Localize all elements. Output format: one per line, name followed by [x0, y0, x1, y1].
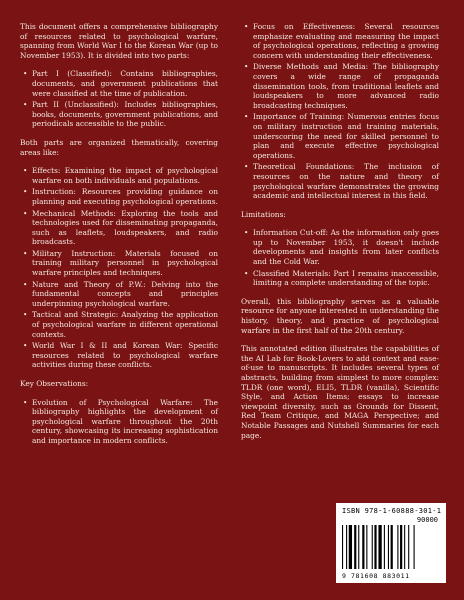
list-item: • Classified Materials: Part I remains inaccessible, limiting a complete understanding of the topic.	[253, 269, 439, 288]
list-item: • Tactical and Strategic: Analyzing the application of psychological warfare in different operational contexts.	[32, 310, 218, 339]
intro-paragraph: This document offers a comprehensive bibliography of resources related to psychological warfare, spanning from World War I to the Korean War (up to November 1953). It is divided into two parts:	[20, 22, 218, 60]
list-item: • Part II (Unclassified): Includes bibliographies, books, documents, government publications, and periodicals accessible to the public.	[32, 100, 218, 129]
observations-list	[20, 398, 218, 446]
areas-list	[20, 166, 218, 370]
isbn-digits: 9 781608 883011	[342, 572, 410, 580]
list-item: • Information Cut-off: As the information only goes up to November 1953, it doesn't include developments and insights from later conflicts and the Cold War.	[253, 228, 439, 266]
list-item: • Importance of Training: Numerous entries focus on military instruction and training materials, underscoring the need for skilled personnel to plan and execute effective psychological operations.	[253, 112, 439, 160]
list-item: • World War I & II and Korean War: Specific resources related to psychological warfare activities during these conflicts.	[32, 341, 218, 370]
list-item: • Instruction: Resources providing guidance on planning and executing psychological operations.	[32, 187, 218, 206]
list-item: • Mechanical Methods: Exploring the tools and technologies used for disseminating propaganda, such as leaflets, loudspeakers, and radio broadcasts.	[32, 209, 218, 247]
limitations-list	[241, 228, 439, 288]
list-item: • Military Instruction: Materials focused on training military personnel in psychological warfare principles and techniques.	[32, 249, 218, 278]
left-column	[20, 22, 218, 455]
isbn-label: ISBN 978-1-60888-301-1	[342, 507, 442, 515]
parts-list	[20, 69, 218, 129]
limitations-heading: Limitations:	[241, 209, 286, 219]
list-item: • Effects: Examining the impact of psychological warfare on both individuals and populations.	[32, 166, 218, 185]
observations-list-continued	[241, 22, 439, 201]
list-item: • Theoretical Foundations: The inclusion of resources on the nature and theory of psychological warfare demonstrates the growing academic and intellectual interest in this field.	[253, 162, 439, 200]
list-item: • Evolution of Psychological Warfare: The bibliography highlights the development of psychological warfare throughout the 20th century, showcasing its increasing sophistication and importance in modern conflicts.	[32, 398, 218, 446]
list-item: • Nature and Theory of P.W.: Delving into the fundamental concepts and principles underpinning psychological warfare.	[32, 280, 218, 309]
barcode-bars-icon	[342, 525, 440, 569]
list-item: • Part I (Classified): Contains bibliographies, documents, and government publications that were classified at the time of publication.	[32, 69, 218, 98]
list-item: • Focus on Effectiveness: Several resources emphasize evaluating and measuring the impact of psychological operations, reflecting a growing concern with understanding their effectiveness.	[253, 22, 439, 60]
organized-paragraph: Both parts are organized thematically, covering areas like:	[20, 137, 218, 157]
list-item: • Diverse Methods and Media: The bibliography covers a wide range of propaganda dissemination tools, from traditional leaflets and loudspeakers to more advanced radio broadcasting techniques.	[253, 62, 439, 110]
annotated-paragraph: This annotated edition illustrates the capabilities of the AI Lab for Book-Lovers to add context and ease-of-use to manuscripts. It includes several types of abstracts, building from simplest to more complex: TLDR (one word), ELI5, TLDR (vanilla), Scientific Style, and Action Items; essays to increase viewpoint diversity, such as Grounds for Dissent, Red Team Critique, and MAGA Perspective; and Notable Passages and Nutshell Summaries for each page.	[241, 344, 439, 440]
price-code: 90000	[416, 516, 438, 524]
right-column	[241, 22, 439, 449]
isbn-barcode	[336, 503, 446, 583]
overall-paragraph: Overall, this bibliography serves as a valuable resource for anyone interested in understanding the history, theory, and practice of psychological warfare in the first half of the 20th century.	[241, 296, 439, 335]
key-observations-heading: Key Observations:	[20, 379, 89, 388]
